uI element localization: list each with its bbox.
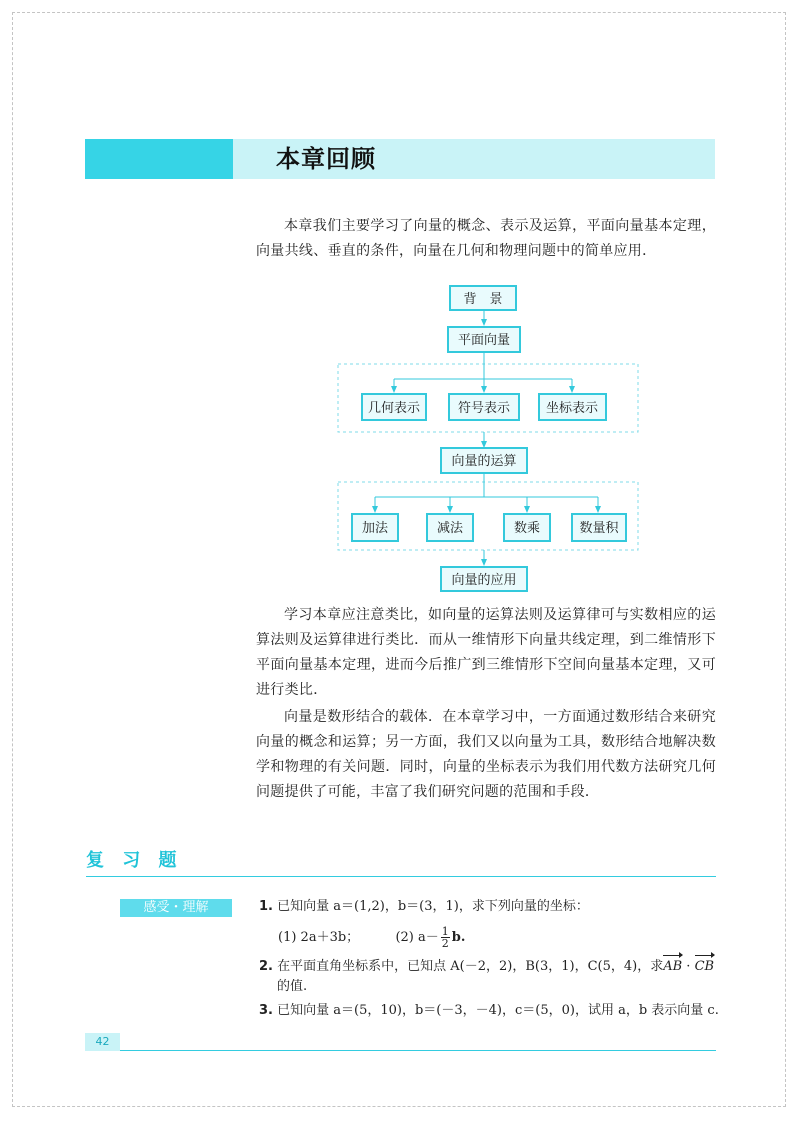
label-operations: 向量的运算 bbox=[451, 454, 517, 469]
label-dot-product: 数量积 bbox=[579, 521, 619, 536]
exercise-1-number: 1. bbox=[259, 899, 273, 914]
body-paragraph-analogy: 学习本章应注意类比，如向量的运算法则及运算律可与实数相应的运算法则及运算律进行类比．而从一维情形下向量共线定理，到二维情形下平面向量基本定理，进而今后推广到三维情形下空间向量基本定理，又可进行类比． bbox=[256, 607, 716, 698]
exercise-1-parts bbox=[278, 926, 465, 949]
exercise-2-text: 在平面直角坐标系中，已知点 A(－2，2)，B(3，1)，C(5，4)，求 bbox=[277, 959, 664, 974]
chapter-review-title: 本章回顾 bbox=[276, 145, 376, 173]
header-accent-block bbox=[85, 139, 233, 179]
label-background: 背 景 bbox=[463, 292, 503, 307]
exercise-2-tail: 的值. bbox=[277, 979, 308, 994]
exercise-1-part-2-tail: b. bbox=[451, 930, 466, 945]
label-symbolic: 符号表示 bbox=[457, 401, 511, 416]
intro-paragraph: 本章我们主要学习了向量的概念、表示及运算，平面向量基本定理，向量共线、垂直的条件，向量在几何和物理问题中的简单应用． bbox=[256, 218, 716, 259]
page-number: 42 bbox=[95, 1035, 110, 1048]
vector-cb: CB bbox=[695, 957, 715, 977]
exercise-1-part-2-label: (2) a－ bbox=[395, 930, 439, 945]
vector-ab: AB bbox=[663, 957, 682, 977]
exercise-2: 2. 在平面直角坐标系中，已知点 A(－2，2)，B(3，1)，C(5，4)，求AB · CB 的值. bbox=[259, 959, 715, 994]
exercise-1 bbox=[259, 897, 589, 917]
exercise-1-part-1: (1) 2a＋3b； bbox=[278, 930, 360, 945]
exercise-1-text: 已知向量 a＝(1,2)，b＝(3，1)，求下列向量的坐标： bbox=[277, 899, 589, 914]
exercise-3-text: 已知向量 a＝(5，10)，b＝(－3，－4)，c＝(5，0)，试用 a，b 表示向量 c. bbox=[277, 1003, 719, 1018]
exercise-3 bbox=[259, 1001, 719, 1021]
review-category-tag: 感受・理解 bbox=[120, 899, 232, 917]
body-paragraph-number-shape: 向量是数形结合的载体．在本章学习中，一方面通过数形结合来研究向量的概念和运算；另一方面，我们又以向量为工具，数形结合地解决数学和物理的有关问题．同时，向量的坐标表示为我们用代数方法研究几何问题提供了可能，丰富了我们研究问题的范围和手段． bbox=[256, 709, 716, 800]
label-scalar: 数乘 bbox=[513, 521, 541, 536]
concept-diagram bbox=[330, 280, 640, 598]
exercise-3-number: 3. bbox=[259, 1003, 273, 1018]
label-addition: 加法 bbox=[361, 521, 389, 536]
label-geometric: 几何表示 bbox=[367, 401, 421, 416]
review-divider bbox=[86, 876, 716, 877]
label-subtraction: 减法 bbox=[436, 521, 464, 536]
review-section-title: 复 习 题 bbox=[86, 850, 183, 871]
footer-line bbox=[120, 1050, 716, 1051]
exercise-2-number: 2. bbox=[259, 959, 273, 974]
fraction-one-half: $\frac{1}{2}$ bbox=[441, 925, 449, 950]
label-application: 向量的应用 bbox=[451, 573, 517, 588]
label-plane-vector: 平面向量 bbox=[457, 333, 511, 348]
label-coordinate: 坐标表示 bbox=[545, 401, 599, 416]
